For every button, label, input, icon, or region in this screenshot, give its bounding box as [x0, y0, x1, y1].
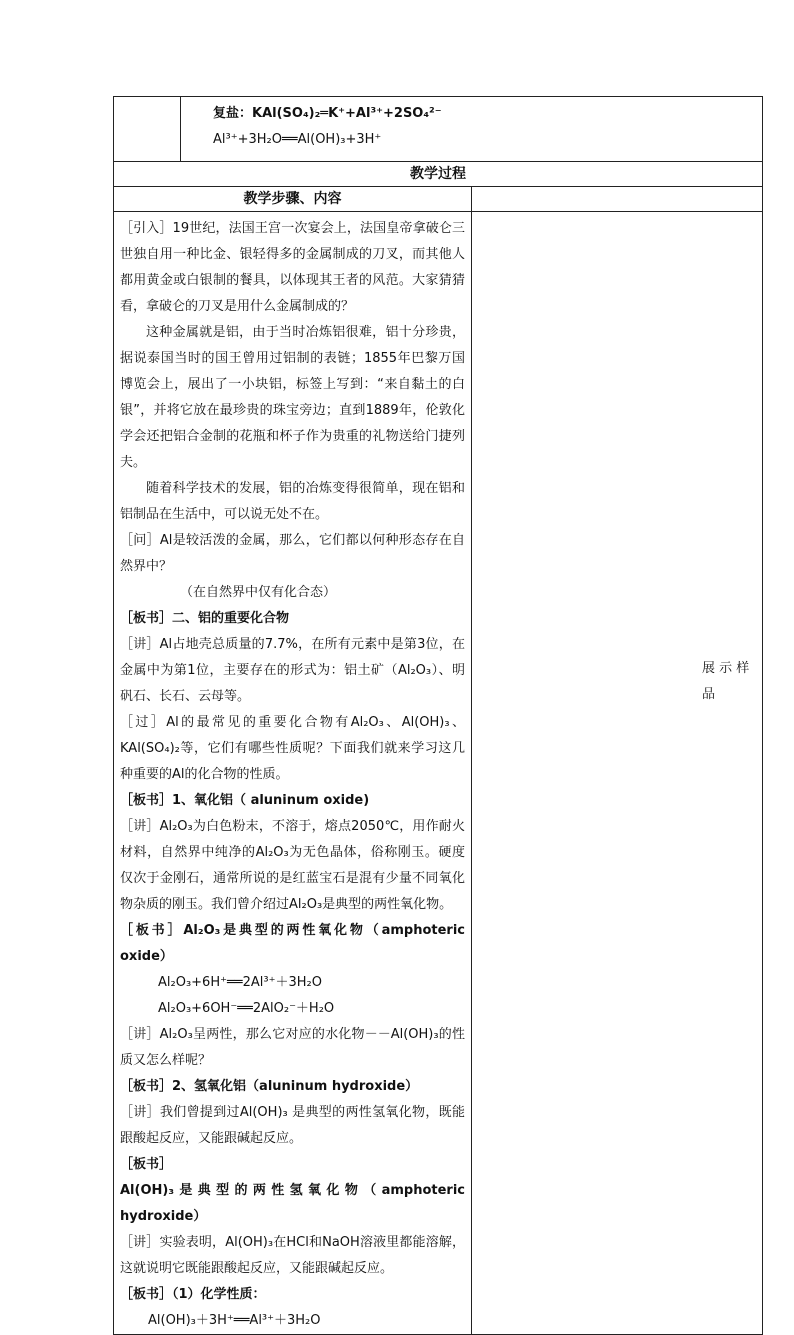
paragraph-alumina: ［讲］Al₂O₃为白色粉末，不溶于，熔点2050℃，用作耐火材料，自然界中纯净的Al₂O₃为无色晶体，俗称刚玉。硬度仅次于金刚石，通常所说的是红蓝宝石是混有少量不同氧化物杂质的刚玉。我们曾介绍过Al₂O₃是典型的两性氧化物。 [120, 819, 465, 912]
equation-hydroxide-acid: Al(OH)₃＋3H⁺══Al³⁺＋3H₂O [148, 1313, 321, 1328]
paragraph-compounds: ［过］Al的最常见的重要化合物有Al₂O₃、Al(OH)₃、KAl(SO₄)₂等，它们有哪些性质呢？下面我们就来学习这几种重要的Al的化合物的性质。 [120, 715, 465, 782]
paragraph-abundance: ［讲］Al占地壳总质量的7.7%，在所有元素中是第3位，在金属中为第1位，主要存在的形式为：铝土矿（Al₂O₃）、明矾石、长石、云母等。 [120, 637, 465, 704]
equation-acid: Al₂O₃+6H⁺══2Al³⁺＋3H₂O [158, 975, 322, 990]
main-content [114, 212, 472, 1335]
paragraph-question: ［问］Al是较活泼的金属，那么，它们都以何种形态存在自然界中？ [120, 533, 465, 574]
paragraph-experiment: ［讲］实验表明，Al(OH)₃在HCl和NaOH溶液里都能溶解，这就说明它既能跟酸起反应，又能跟碱起反应。 [120, 1235, 465, 1276]
paragraph-intro: ［引入］19世纪，法国王宫一次宴会上，法国皇帝拿破仑三世独自用一种比金、银轻得多的金属制成的刀叉，而其他人都用黄金或白银制的餐具，以体现其王者的风范。大家猜猜看，拿破仑的刀叉是用什么金属制成的？ [120, 221, 465, 314]
double-salt-equation: 复盐：KAl(SO₄)₂═K⁺+Al³⁺+2SO₄²⁻ [213, 106, 442, 121]
hydrolysis-equation: Al³⁺+3H₂O══Al(OH)₃+3H⁺ [213, 132, 382, 147]
equation-base: Al₂O₃+6OH⁻══2AlO₂⁻＋H₂O [158, 1001, 335, 1016]
paragraph-hydroxide-question: ［讲］Al₂O₃呈两性，那么它对应的水化物－－Al(OH)₃的性质又怎么样呢？ [120, 1027, 465, 1068]
board-label: ［板书］ [120, 1157, 173, 1172]
side-header-cell [472, 187, 763, 212]
paragraph-history: 这种金属就是铝，由于当时冶炼铝很难，铝十分珍贵，据说泰国当时的国王曾用过铝制的表链；1855年巴黎万国博览会上，展出了一小块铝，标签上写到：“来自黏土的白银”，并将它放在最珍贵的珠宝旁边；直到1889年，伦敦化学会还把铝合金制的花瓶和杯子作为贵重的礼物送给门捷列夫。 [120, 325, 465, 470]
lesson-table [113, 96, 763, 1335]
board-amphoteric-hydroxide: Al(OH)₃是典型的两性氢氧化物（amphoteric hydroxide） [120, 1183, 465, 1224]
empty-cell [114, 97, 181, 162]
reaction-cell [181, 97, 763, 162]
board-hydroxide: ［板书］2、氢氧化铝（aluninum hydroxide） [120, 1079, 419, 1094]
side-note-show-samples: 展 示 样 品 [702, 661, 750, 702]
column-header: 教学步骤、内容 [114, 187, 472, 212]
board-alumina: ［板书］1、氧化铝（ aluninum oxide) [120, 793, 370, 808]
side-column [472, 212, 763, 1335]
section-title: 教学过程 [114, 162, 763, 187]
paragraph-development: 随着科学技术的发展，铝的冶炼变得很简单，现在铝和铝制品在生活中，可以说无处不在。 [120, 481, 465, 522]
board-heading-2: ［板书］二、铝的重要化合物 [120, 611, 290, 626]
paragraph-answer: （在自然界中仅有化合态） [180, 585, 337, 600]
paragraph-hydroxide: ［讲］我们曾提到过Al(OH)₃ 是典型的两性氢氧化物，既能跟酸起反应，又能跟碱起反应。 [120, 1105, 465, 1146]
board-amphoteric-oxide: ［板书］Al₂O₃是典型的两性氧化物（amphoteric oxide） [120, 923, 465, 964]
board-chemical-properties: ［板书］（1）化学性质： [120, 1287, 266, 1302]
